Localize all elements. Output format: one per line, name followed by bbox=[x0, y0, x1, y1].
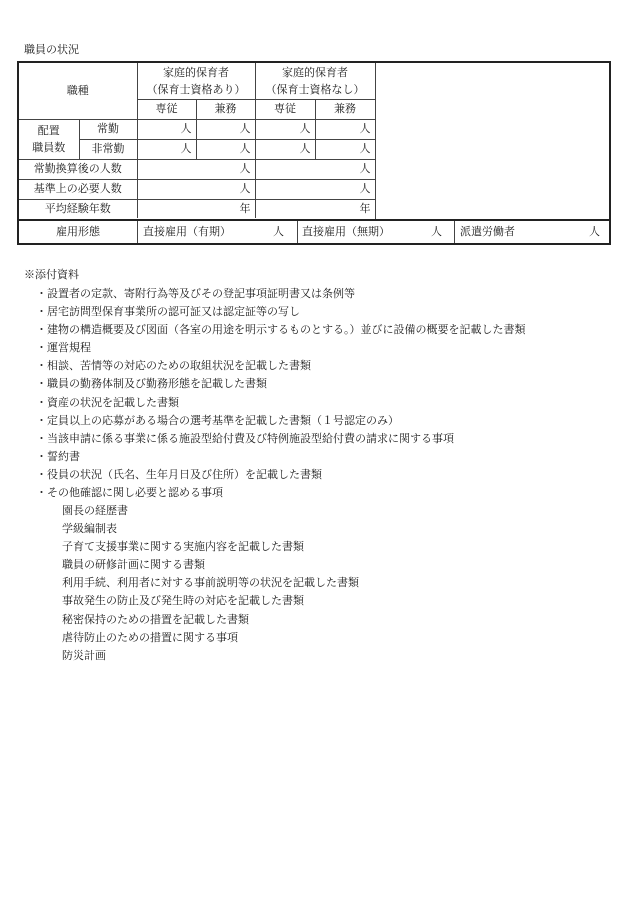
group1-title: 家庭的保育者 bbox=[137, 63, 255, 82]
attachment-sub-item: 事故発生の防止及び発生時の対応を記載した書類 bbox=[62, 594, 304, 608]
staff-status-table-frame bbox=[17, 61, 611, 245]
attachment-sub-item: 秘密保持のための措置を記載した書類 bbox=[62, 612, 249, 626]
required-label: 基準上の必要人数 bbox=[19, 179, 137, 199]
fte-g1-cell: 人 bbox=[137, 159, 255, 179]
attachments-title: ※添付資料 bbox=[24, 268, 79, 281]
attachment-sub-item: 利用手続、利用者に対する事前説明等の状況を記載した書類 bbox=[62, 576, 359, 590]
placement-staff-label bbox=[19, 119, 79, 159]
employment-separator-1 bbox=[137, 221, 138, 243]
employment-dispatch-label: 派遣労働者 bbox=[460, 225, 515, 238]
group1-subtitle: （保育士資格あり） bbox=[137, 82, 255, 99]
fte-g2-cell: 人 bbox=[255, 159, 375, 179]
table-right-border bbox=[375, 63, 376, 220]
required-g2-cell: 人 bbox=[255, 179, 375, 199]
group2-title: 家庭的保育者 bbox=[255, 63, 375, 82]
avg-years-g1-cell: 年 bbox=[137, 199, 255, 218]
attachment-item: ・誓約書 bbox=[36, 449, 80, 463]
attachment-sub-item: 職員の研修計画に関する書類 bbox=[62, 558, 205, 572]
employment-fixed-term-label: 直接雇用（有期） bbox=[143, 225, 231, 238]
attachment-item: ・定員以上の応募がある場合の選考基準を記載した書類（１号認定のみ） bbox=[36, 413, 399, 427]
parttime-g1-concurrent-cell: 人 bbox=[196, 139, 255, 159]
placement-label-line1: 配置 bbox=[37, 123, 60, 137]
attachment-item: ・その他確認に関し必要と認める事項 bbox=[36, 486, 223, 500]
staff-status-table bbox=[19, 63, 376, 218]
fte-label: 常勤換算後の人数 bbox=[19, 159, 137, 179]
employment-indefinite-label: 直接雇用（無期） bbox=[302, 225, 390, 238]
attachment-item: ・相談、苦情等の対応のための取組状況を記載した書類 bbox=[36, 359, 311, 373]
attachment-item: ・資産の状況を記載した書類 bbox=[36, 395, 179, 409]
group2-concurrent-header: 兼務 bbox=[315, 99, 375, 119]
regular-label: 常勤 bbox=[79, 119, 137, 139]
attachment-item: ・職員の勤務体制及び勤務形態を記載した書類 bbox=[36, 377, 267, 391]
section-title: 職員の状況 bbox=[24, 43, 79, 56]
attachments-list bbox=[36, 285, 526, 502]
regular-g1-fulltime-cell: 人 bbox=[137, 119, 196, 139]
employment-separator-2 bbox=[297, 221, 298, 243]
job-type-header: 職種 bbox=[19, 63, 137, 119]
attachment-sub-item: 子育て支援事業に関する実施内容を記載した書類 bbox=[62, 540, 304, 554]
group1-concurrent-header: 兼務 bbox=[196, 99, 255, 119]
parttime-g1-fulltime-cell: 人 bbox=[137, 139, 196, 159]
employment-fixed-term-unit: 人 bbox=[273, 225, 284, 238]
attachment-item: ・建物の構造概要及び図面（各室の用途を明示するものとする。）並びに設備の概要を記載した書類 bbox=[36, 323, 526, 337]
attachment-item: ・設置者の定款、寄附行為等及びその登記事項証明書又は条例等 bbox=[36, 287, 355, 300]
group2-subtitle: （保育士資格なし） bbox=[255, 82, 375, 99]
attachment-item: ・運営規程 bbox=[36, 341, 91, 355]
attachment-sub-item: 園長の経歴書 bbox=[62, 504, 128, 517]
attachment-item: ・居宅訪問型保育事業所の認可証又は認定証等の写し bbox=[36, 305, 300, 319]
placement-label-line2: 職員数 bbox=[32, 140, 66, 154]
attachment-sub-item: 学級編制表 bbox=[62, 522, 117, 536]
regular-g2-concurrent-cell: 人 bbox=[315, 119, 375, 139]
group2-fulltime-header: 専従 bbox=[255, 99, 315, 119]
employment-dispatch-unit: 人 bbox=[589, 225, 600, 238]
attachment-item: ・当該申請に係る事業に係る施設型給付費及び特例施設型給付費の請求に関する事項 bbox=[36, 431, 454, 445]
parttime-g2-concurrent-cell: 人 bbox=[315, 139, 375, 159]
employment-separator-3 bbox=[454, 221, 455, 243]
attachments-sub-list bbox=[62, 502, 359, 665]
attachment-sub-item: 虐待防止のための措置に関する事項 bbox=[62, 630, 238, 644]
attachment-item: ・役員の状況（氏名、生年月日及び住所）を記載した書類 bbox=[36, 467, 322, 481]
required-g1-cell: 人 bbox=[137, 179, 255, 199]
attachment-sub-item: 防災計画 bbox=[62, 648, 106, 662]
group1-fulltime-header: 専従 bbox=[137, 99, 196, 119]
avg-years-label: 平均経験年数 bbox=[19, 199, 137, 218]
regular-g2-fulltime-cell: 人 bbox=[255, 119, 315, 139]
parttime-g2-fulltime-cell: 人 bbox=[255, 139, 315, 159]
avg-years-g2-cell: 年 bbox=[255, 199, 375, 218]
employment-label: 雇用形態 bbox=[56, 225, 100, 238]
regular-g1-concurrent-cell: 人 bbox=[196, 119, 255, 139]
employment-indefinite-unit: 人 bbox=[431, 225, 442, 238]
part-time-label: 非常勤 bbox=[79, 139, 137, 159]
